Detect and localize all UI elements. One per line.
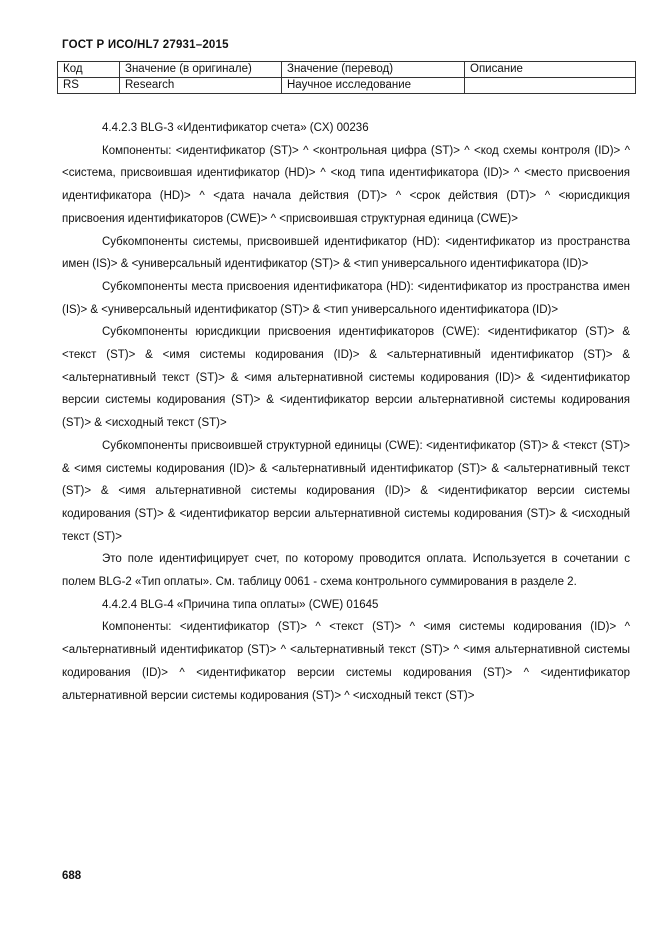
- section-heading: 4.4.2.4 BLG-4 «Причина типа оплаты» (CWE) 01645: [102, 598, 379, 611]
- paragraph: Это поле идентифицирует счет, по которому проводится оплата. Используется в сочетании с полем BLG-2 «Тип оплаты». См. таблицу 0061 - схема контрольного суммирования в разделе 2.: [62, 553, 630, 589]
- paragraph: Субкомпоненты юрисдикции присвоения идентификаторов (CWE): <идентификатор (ST)> & <текст (ST)> & <имя системы кодирования (ID)> & <альтернативный идентификатор (ST)> & <альтернативный текст (ST)> & <имя альтернативной системы кодирования (ID)> & <идентификатор версии системы кодирования (ST)> & <идентификатор версии альтернативной системы кодирования (ST)> & <исходный текст (ST)>: [62, 326, 630, 430]
- paragraph: Компоненты: <идентификатор (ST)> ^ <текст (ST)> ^ <имя системы кодирования (ID)> ^ <альтернативный идентификатор (ST)> ^ <альтернативный текст (ST)> ^ <имя альтернативной системы кодирования (ID)> ^ <идентификатор версии системы кодирования (ST)> ^ <идентификатор альтернативной версии системы кодирования (ST)> ^ <исходный текст (ST)>: [62, 621, 630, 702]
- paragraph: Компоненты: <идентификатор (ST)> ^ <контрольная цифра (ST)> ^ <код схемы контроля (ID)> ^ <система, присвоившая идентификатор (HD)> ^ <код типа идентификатора (ID)> ^ <место присвоения идентификатора (HD)> ^ <дата начала действия (DT)> ^ <срок действия (DT)> ^ <юрисдикция присвоения идентификаторов (CWE)> ^ <присвоившая структурная единица (CWE)>: [62, 144, 630, 225]
- table-header-cell: Значение (в оригинале): [120, 62, 282, 78]
- paragraph: Субкомпоненты места присвоения идентификатора (HD): <идентификатор из пространства имен (IS)> & <универсальный идентификатор (ST)> & <тип универсального идентификатора (ID)>: [62, 280, 630, 316]
- code-table: [57, 61, 636, 94]
- table-row: [58, 78, 636, 94]
- paragraph: Субкомпоненты присвоившей структурной единицы (CWE): <идентификатор (ST)> & <текст (ST)> & <имя системы кодирования (ID)> & <альтернативный идентификатор (ST)> & <альтернативный текст (ST)> & <имя альтернативной системы кодирования (ID)> & <идентификатор версии системы кодирования (ST)> & <идентификатор версии альтернативной системы кодирования (ST)> & <исходный текст (ST)>: [62, 439, 630, 543]
- table-cell-original: Research: [120, 78, 282, 94]
- table-header-cell: Описание: [465, 62, 636, 78]
- table-cell-translation: Научное исследование: [282, 78, 465, 94]
- table-header-row: [58, 62, 636, 78]
- table-cell-code: RS: [58, 78, 120, 94]
- table-header-cell: Значение (перевод): [282, 62, 465, 78]
- document-body: [62, 117, 630, 707]
- paragraph: Субкомпоненты системы, присвоившей идентификатор (HD): <идентификатор из пространства имен (IS)> & <универсальный идентификатор (ST)> & <тип универсального идентификатора (ID)>: [62, 235, 630, 271]
- document-header: ГОСТ Р ИСО/HL7 27931–2015: [62, 39, 229, 51]
- table-cell-description: [465, 78, 636, 94]
- table-header-cell: Код: [58, 62, 120, 78]
- page-number: 688: [62, 870, 82, 882]
- section-heading: 4.4.2.3 BLG-3 «Идентификатор счета» (CX) 00236: [102, 122, 369, 134]
